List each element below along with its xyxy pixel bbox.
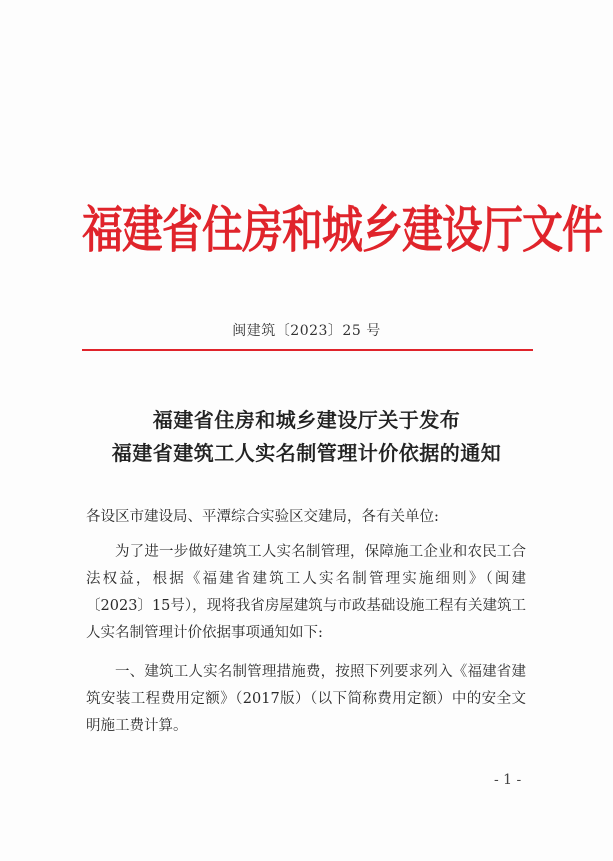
- page-number: - 1 -: [494, 772, 522, 788]
- document-title-line-2: 福建省建筑工人实名制管理计价依据的通知: [111, 441, 502, 465]
- salutation: 各设区市建设局、平潭综合实验区交建局，各有关单位:: [86, 509, 439, 525]
- document-number: 闽建筑〔2023〕25 号: [232, 323, 381, 339]
- document-title-line-1: 福建省住房和城乡建设厅关于发布: [152, 408, 461, 432]
- body-paragraph-2: 一、建筑工人实名制管理措施费，按照下列要求列入《福建省建筑安装工程费用定额》（2017版）（以下简称费用定额）中的安全文明施工费计算。: [86, 664, 526, 734]
- body-paragraph-1: 为了进一步做好建筑工人实名制管理，保障施工企业和农民工合法权益，根据《福建省建筑工人实名制管理实施细则》（闽建〔2023〕15号），现将我省房屋建筑与市政基础设施工程有关建筑工人实名制管理计价依据事项通知如下:: [86, 544, 526, 641]
- red-divider-line: [82, 349, 533, 351]
- red-header-title: 福建省住房和城乡建设厅文件: [82, 200, 602, 260]
